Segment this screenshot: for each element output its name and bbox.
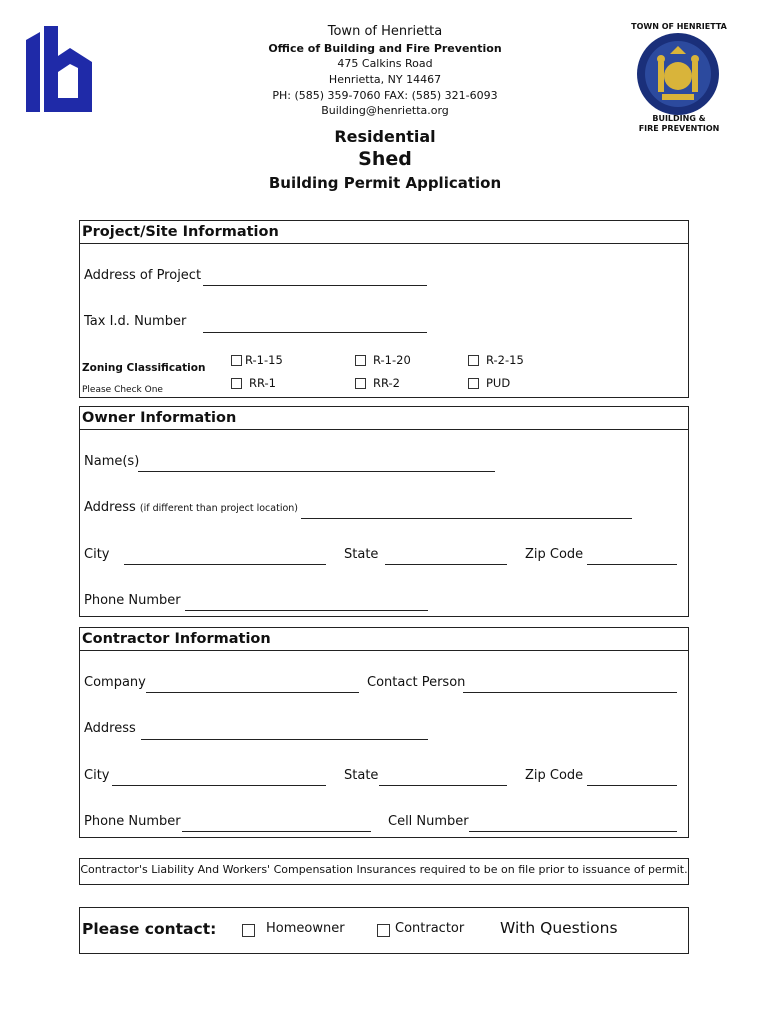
project-address-field[interactable] (203, 285, 427, 286)
contractor-contact-field[interactable] (463, 692, 677, 693)
owner-city-field[interactable] (124, 564, 326, 565)
zoning-rr-1-checkbox[interactable] (231, 378, 242, 389)
contractor-state-field[interactable] (379, 785, 507, 786)
seal-top-text: TOWN OF HENRIETTA (631, 22, 727, 31)
contractor-company-field[interactable] (146, 692, 359, 693)
town-seal-icon (636, 32, 720, 116)
project-section (79, 220, 689, 398)
contractor-city-field[interactable] (112, 785, 326, 786)
zoning-r-1-15-label: R-1-15 (245, 353, 283, 367)
contractor-state-label: State (344, 768, 379, 783)
owner-names-label: Name(s) (84, 454, 140, 469)
contractor-phone-label: Phone Number (84, 814, 181, 829)
owner-address-label: Address (if different than project location) (84, 500, 298, 515)
project-address-label: Address of Project (84, 268, 202, 283)
owner-city-label: City (84, 547, 110, 562)
zoning-rr-1-label: RR-1 (249, 376, 276, 390)
contractor-zip-label: Zip Code (525, 768, 584, 783)
owner-zip-label: Zip Code (525, 547, 584, 562)
title-permit: Building Permit Application (268, 174, 502, 192)
town-logo-icon (26, 26, 94, 114)
office-name: Office of Building and Fire Prevention (268, 42, 502, 55)
contractor-contact-label: Contact Person (367, 675, 466, 690)
tax-id-field[interactable] (203, 332, 427, 333)
tax-id-label: Tax I.d. Number (84, 314, 187, 329)
contractor-city-label: City (84, 768, 110, 783)
zoning-pud-label: PUD (486, 376, 511, 390)
title-shed: Shed (358, 148, 412, 170)
owner-state-label: State (344, 547, 379, 562)
owner-zip-field[interactable] (587, 564, 677, 565)
contact-section (79, 907, 689, 954)
contractor-cell-field[interactable] (469, 831, 677, 832)
contact-homeowner-checkbox[interactable] (242, 924, 255, 937)
owner-state-field[interactable] (385, 564, 507, 565)
seal-bottom-text: BUILDING & FIRE PREVENTION (638, 114, 720, 133)
city-address: Henrietta, NY 14467 (328, 73, 442, 86)
contact-homeowner-label: Homeowner (266, 921, 345, 936)
zoning-pud-checkbox[interactable] (468, 378, 479, 389)
contractor-zip-field[interactable] (587, 785, 677, 786)
owner-section-title: Owner Information (80, 407, 688, 430)
zoning-rr-2-label: RR-2 (373, 376, 400, 390)
contractor-cell-label: Cell Number (388, 814, 469, 829)
insurance-note: Contractor's Liability And Workers' Compensation Insurances required to be on file prior to issuance of permit. (79, 858, 689, 885)
title-residential: Residential (334, 127, 436, 146)
contact-suffix: With Questions (500, 919, 618, 937)
contractor-phone-field[interactable] (182, 831, 371, 832)
email: Building@henrietta.org (321, 104, 449, 117)
zoning-r-1-20-label: R-1-20 (373, 353, 411, 367)
contractor-section-title: Contractor Information (80, 628, 688, 651)
zoning-hint: Please Check One (82, 385, 163, 395)
street-address: 475 Calkins Road (337, 57, 433, 70)
contact-contractor-label: Contractor (395, 921, 465, 936)
zoning-r-1-20-checkbox[interactable] (355, 355, 366, 366)
zoning-r-1-15-checkbox[interactable] (231, 355, 242, 366)
contractor-company-label: Company (84, 675, 146, 690)
contractor-address-label: Address (84, 721, 136, 736)
owner-phone-label: Phone Number (84, 593, 181, 608)
zoning-label: Zoning Classification (82, 362, 206, 374)
project-section-title: Project/Site Information (80, 221, 688, 244)
zoning-r-2-15-checkbox[interactable] (468, 355, 479, 366)
contact-contractor-checkbox[interactable] (377, 924, 390, 937)
zoning-r-2-15-label: R-2-15 (486, 353, 524, 367)
phone-fax: PH: (585) 359-7060 FAX: (585) 321-6093 (272, 89, 498, 102)
owner-address-field[interactable] (301, 518, 632, 519)
owner-section (79, 406, 689, 617)
town-name: Town of Henrietta (327, 24, 443, 39)
contractor-section (79, 627, 689, 838)
owner-phone-field[interactable] (185, 610, 428, 611)
contractor-address-field[interactable] (141, 739, 428, 740)
owner-names-field[interactable] (138, 471, 495, 472)
zoning-rr-2-checkbox[interactable] (355, 378, 366, 389)
contact-label: Please contact: (82, 920, 217, 938)
